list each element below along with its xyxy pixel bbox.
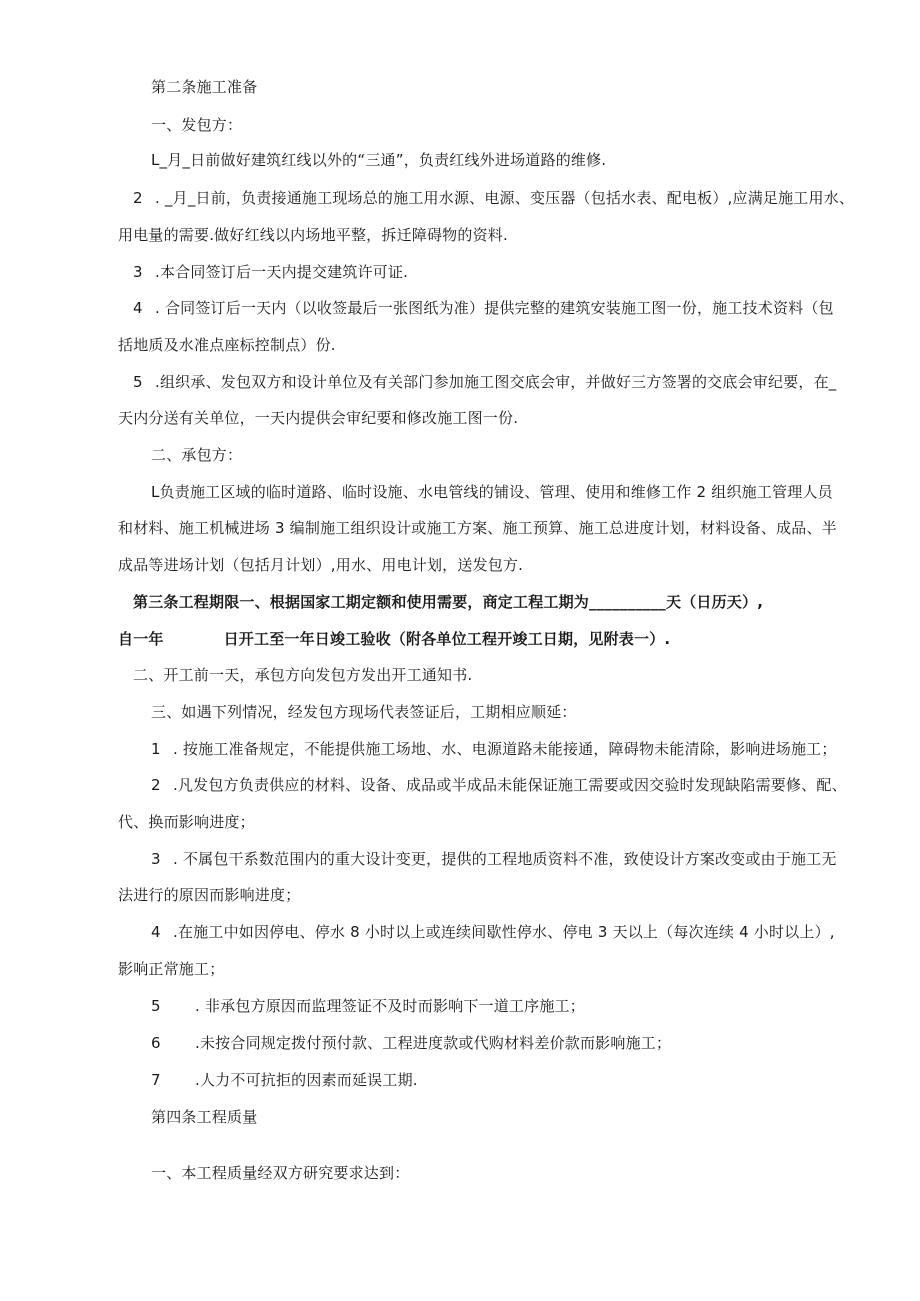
- item-number: 4: [151, 923, 161, 941]
- item-number: 5: [151, 997, 161, 1015]
- party-b-heading: 二、承包方：: [151, 446, 243, 464]
- item-text: . 按施工准备规定，不能提供施工场地、水、电源道路未能接通，障碍物未能清除，影响进场施工；: [173, 740, 837, 758]
- article-3-line-2-end: 日开工至一年日竣工验收（附各单位工程开竣工日期，见附表一）.: [223, 630, 671, 648]
- article-3-line-2-start: 自一年: [118, 630, 164, 648]
- delay-item-5: [151, 996, 585, 1016]
- party-a-item-2-line-1: [133, 188, 854, 208]
- delay-item-2-line-1: [151, 775, 847, 795]
- item-number: 6: [151, 1034, 161, 1052]
- item-number: 1: [151, 740, 161, 758]
- item-text: . _月_日前，负责接通施工现场总的施工用水源、电源、变压器（包括水表、配电板）,应满足施工用水、: [155, 189, 855, 207]
- item-number: 2: [151, 776, 161, 794]
- item-number: 2: [133, 189, 143, 207]
- item-number: 5: [133, 373, 143, 391]
- party-b-line-2: 和材料、施工机械进场 3 编制施工组织设计或施工方案、施工预算、施工总进度计划，材料设备、成品、半: [118, 519, 837, 537]
- item-text: .在施工中如因停电、停水 8 小时以上或连续间歇性停水、停电 3 天以上（每次连续 4 小时以上）,: [173, 923, 835, 941]
- party-a-heading: 一、发包方：: [151, 116, 243, 134]
- delay-item-2-line-2: 代、换而影响进度；: [118, 813, 255, 831]
- article-3-item-3: 三、如遇下列情况，经发包方现场代表签证后，工期相应顺延：: [151, 703, 577, 721]
- item-number: 3: [133, 263, 143, 281]
- item-text: .未按合同规定拨付预付款、工程进度款或代购材料差价款而影响施工；: [195, 1034, 672, 1052]
- article-3-line-2: [118, 629, 670, 649]
- party-a-item-3: [133, 262, 408, 282]
- item-number: 3: [151, 850, 161, 868]
- delay-item-3-line-2: 法进行的原因而影响进度；: [118, 886, 301, 904]
- article-3-line-1: 第三条工程期限一、根据国家工期定额和使用需要，商定工程工期为__________天（日历天）,: [133, 593, 764, 611]
- article-4-title: 第四条工程质量: [151, 1108, 258, 1126]
- article-3-item-2: 二、开工前一天，承包方向发包方发出开工通知书.: [133, 666, 473, 684]
- article-2-title: 第二条施工准备: [151, 78, 258, 96]
- item-text: . 非承包方原因而监理签证不及时而影响下一道工序施工；: [195, 997, 585, 1015]
- party-b-line-1: L负责施工区域的临时道路、临时设施、水电管线的铺设、管理、使用和维修工作 2 组织施工管理人员: [151, 483, 833, 501]
- delay-item-4-line-2: 影响正常施工；: [118, 960, 225, 978]
- item-number: 4: [133, 299, 143, 317]
- item-text: .本合同签订后一天内提交建筑许可证.: [155, 263, 409, 281]
- delay-item-3-line-1: [151, 849, 837, 869]
- item-text: . 合同签订后一天内（以收签最后一张图纸为准）提供完整的建筑安装施工图一份，施工技术资料（包: [155, 299, 834, 317]
- item-number: 7: [151, 1071, 161, 1089]
- party-a-item-4-line-1: [133, 298, 834, 318]
- delay-item-6: [151, 1033, 671, 1053]
- delay-item-1: [151, 739, 837, 759]
- delay-item-4-line-1: [151, 922, 835, 942]
- item-text: .人力不可抗拒的因素而延误工期.: [195, 1071, 418, 1089]
- party-a-item-4-line-2: 括地质及水准点座标控制点）份.: [118, 336, 336, 354]
- party-a-item-1: L_月_日前做好建筑红线以外的“三通”，负责红线外进场道路的维修.: [151, 151, 607, 169]
- item-text: .凡发包方负责供应的材料、设备、成品或半成品未能保证施工需要或因交验时发现缺陷需要修、配、: [173, 776, 847, 794]
- party-b-line-3: 成品等进场计划（包括月计划）,用水、用电计划，送发包方.: [118, 556, 524, 574]
- article-4-item-1: 一、本工程质量经双方研究要求达到：: [151, 1164, 410, 1182]
- delay-item-7: [151, 1070, 418, 1090]
- item-text: . 不属包干系数范围内的重大设计变更，提供的工程地质资料不准，致使设计方案改变或由于施工无: [173, 850, 837, 868]
- party-a-item-5-line-1: [133, 372, 836, 392]
- party-a-item-2-line-2: 用电量的需要.做好红线以内场地平整，拆迁障碍物的资料.: [118, 226, 508, 244]
- item-text: .组织承、发包双方和设计单位及有关部门参加施工图交底会审，并做好三方签署的交底会审纪要，在_: [155, 373, 837, 391]
- party-a-item-5-line-2: 天内分送有关单位，一天内提供会审纪要和修改施工图一份.: [118, 409, 519, 427]
